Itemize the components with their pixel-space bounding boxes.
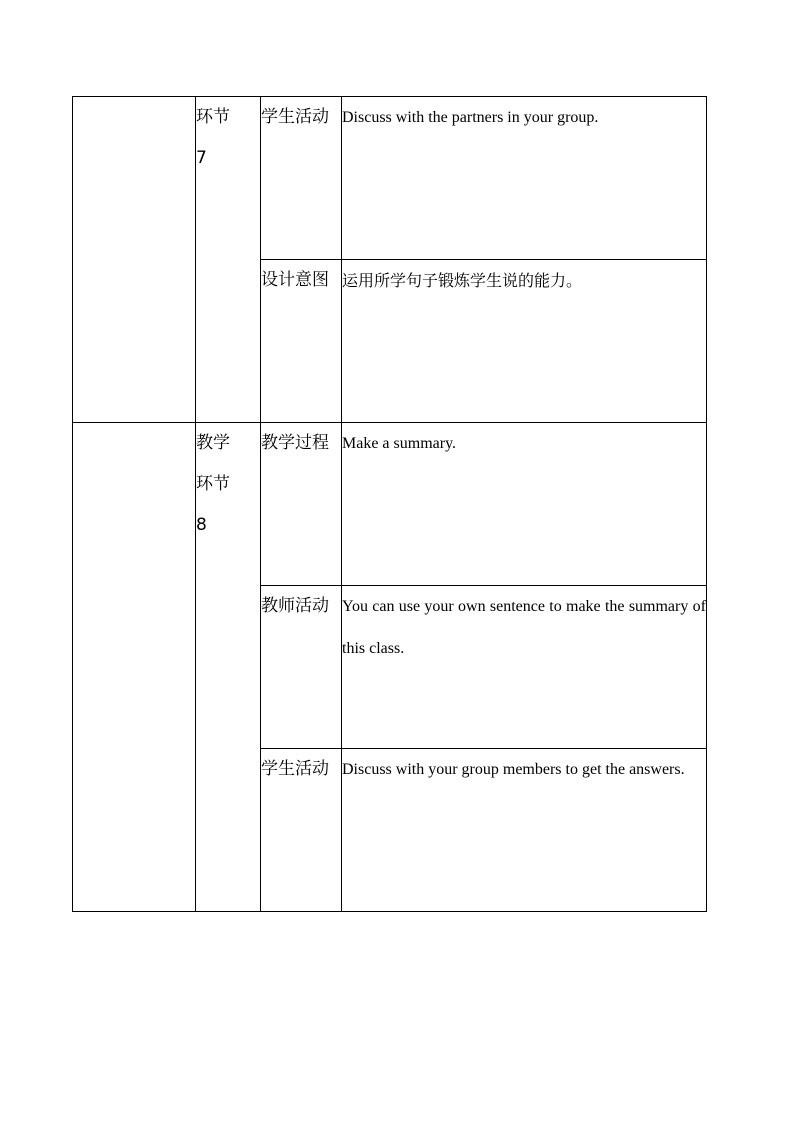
content-cell (342, 586, 707, 749)
blank-cell (73, 423, 196, 912)
subject-label: 教学过程 (261, 433, 329, 453)
content-text: Make a summary. (342, 435, 457, 452)
content-text: Discuss with the partners in your group. (342, 109, 599, 126)
lesson-plan-table (72, 96, 707, 912)
stage-cell (196, 423, 261, 912)
stage-label: 教学环节8 (196, 433, 230, 535)
subject-cell (261, 586, 342, 749)
content-cell (342, 749, 707, 912)
stage-label: 环节7 (196, 107, 230, 168)
content-cell (342, 423, 707, 586)
content-text: You can use your own sentence to make the summary of this class. (342, 598, 706, 657)
stage-cell (196, 97, 261, 423)
content-cell (342, 260, 707, 423)
subject-cell (261, 97, 342, 260)
subject-cell (261, 749, 342, 912)
subject-label: 教师活动 (261, 596, 329, 616)
table-row (73, 97, 707, 260)
subject-label: 设计意图 (261, 270, 329, 290)
table-row (73, 423, 707, 586)
content-text: Discuss with your group members to get the answers. (342, 761, 685, 778)
subject-label: 学生活动 (261, 759, 329, 779)
subject-label: 学生活动 (261, 107, 329, 127)
content-text: 运用所学句子锻炼学生说的能力。 (342, 271, 583, 290)
subject-cell (261, 260, 342, 423)
blank-cell (73, 97, 196, 423)
content-cell (342, 97, 707, 260)
subject-cell (261, 423, 342, 586)
